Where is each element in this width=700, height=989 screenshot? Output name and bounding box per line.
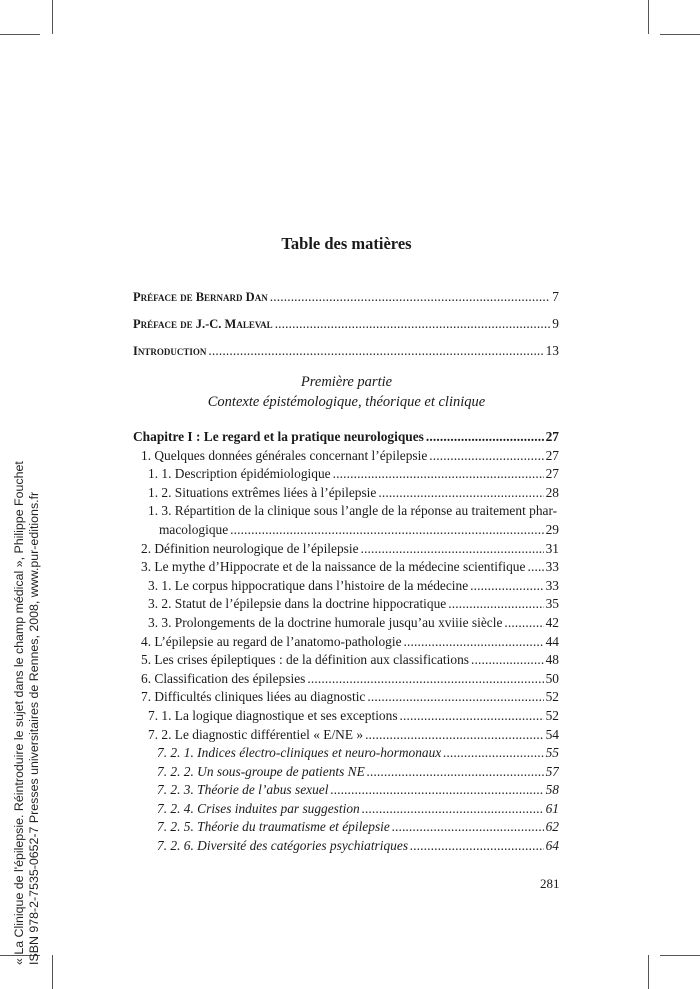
crop-mark bbox=[648, 0, 649, 34]
dot-leader bbox=[367, 763, 544, 782]
entry-page: 9 bbox=[552, 316, 559, 331]
entry-page: 33 bbox=[545, 559, 559, 575]
toc-entry[interactable] bbox=[133, 614, 559, 633]
entry-title: 2. Définition neurologique de l’épilepsie bbox=[141, 540, 359, 556]
entry-page: 28 bbox=[545, 484, 559, 500]
page-number: 281 bbox=[540, 876, 560, 891]
dot-leader bbox=[378, 484, 543, 503]
dot-leader bbox=[504, 614, 543, 633]
dot-leader bbox=[367, 688, 543, 707]
citation-line-2: ISBN 978-2-7535-0652-7 Presses universitaires de Rennes, 2008, www.pur-editions.fr bbox=[27, 491, 41, 965]
toc-entry[interactable] bbox=[133, 577, 559, 596]
dot-leader bbox=[392, 818, 544, 837]
dot-leader bbox=[443, 744, 543, 763]
dot-leader bbox=[275, 310, 551, 337]
entry-page: 33 bbox=[545, 577, 559, 593]
entry-title: 1. 1. Description épidémiologique bbox=[148, 466, 331, 482]
entry-title: Chapitre I : Le regard et la pratique neurologiques bbox=[133, 429, 424, 444]
dot-leader bbox=[429, 447, 543, 466]
dot-leader bbox=[270, 283, 551, 310]
entry-page: 27 bbox=[545, 447, 559, 463]
entry-title: 4. L’épilepsie au regard de l’anatomo-pathologie bbox=[141, 633, 402, 649]
crop-mark bbox=[52, 955, 53, 989]
entry-page: 29 bbox=[545, 521, 559, 537]
toc-entry[interactable] bbox=[133, 837, 559, 856]
dot-leader bbox=[365, 726, 544, 745]
entry-page: 50 bbox=[545, 670, 559, 686]
citation-line-1: « La Clinique de l'épilepsie. Réintroduire le sujet dans le champ médical », Philippe Fouchet bbox=[12, 461, 26, 965]
crop-mark bbox=[0, 34, 40, 35]
entry-title: 3. Le mythe d’Hippocrate et de la naissance de la médecine scientifique bbox=[141, 559, 526, 575]
dot-leader bbox=[400, 707, 544, 726]
toc-entry[interactable] bbox=[133, 558, 559, 577]
front-matter-list bbox=[133, 283, 559, 364]
crop-mark bbox=[52, 0, 53, 34]
entry-page: 42 bbox=[545, 614, 559, 630]
entry-page: 52 bbox=[545, 707, 559, 723]
entry-title: 3. 3. Prolongements de la doctrine humorale jusqu’au xviiie siècle bbox=[148, 614, 503, 630]
toc-entry[interactable] bbox=[133, 818, 559, 837]
side-citation bbox=[12, 445, 42, 965]
toc-entry[interactable] bbox=[133, 707, 559, 726]
entry-title: 1. 2. Situations extrêmes liées à l’épilepsie bbox=[148, 484, 377, 500]
crop-mark bbox=[648, 955, 649, 989]
toc-entry[interactable] bbox=[133, 726, 559, 745]
entry-title: 3. 1. Le corpus hippocratique dans l’histoire de la médecine bbox=[148, 577, 469, 593]
part-name: Première partie bbox=[300, 374, 393, 390]
part-heading bbox=[0, 372, 693, 412]
toc-entry[interactable] bbox=[133, 595, 559, 614]
dot-leader bbox=[404, 633, 544, 652]
dot-leader bbox=[426, 428, 544, 447]
part-subtitle: Contexte épistémologique, théorique et clinique bbox=[207, 394, 486, 410]
dot-leader bbox=[333, 465, 544, 484]
toc-entry[interactable] bbox=[133, 465, 559, 484]
crop-mark bbox=[660, 955, 700, 956]
entry-title: 6. Classification des épilepsies bbox=[141, 670, 306, 686]
entry-title: 7. 2. 3. Théorie de l’abus sexuel bbox=[157, 782, 329, 798]
entry-page: 44 bbox=[545, 633, 559, 649]
toc-entry[interactable] bbox=[133, 688, 559, 707]
crop-mark bbox=[660, 34, 700, 35]
entry-title: macologique bbox=[159, 521, 229, 537]
dot-leader bbox=[362, 800, 544, 819]
toc-entry[interactable] bbox=[133, 540, 559, 559]
entry-title: 5. Les crises épileptiques : de la définition aux classifications bbox=[141, 652, 469, 668]
toc-entry[interactable] bbox=[133, 651, 559, 670]
dot-leader bbox=[230, 521, 543, 540]
dot-leader bbox=[307, 670, 543, 689]
entry-title: 3. 2. Statut de l’épilepsie dans la doctrine hippocratique bbox=[148, 596, 447, 612]
toc-entry[interactable] bbox=[133, 781, 559, 800]
toc-entry[interactable] bbox=[133, 763, 559, 782]
entry-title: Préface de J.-C. Maleval bbox=[133, 317, 273, 331]
toc-front-entry[interactable] bbox=[133, 310, 559, 337]
toc-entry[interactable] bbox=[133, 670, 559, 689]
dot-leader bbox=[361, 540, 544, 559]
entry-page: 31 bbox=[545, 540, 559, 556]
entry-title: 7. 2. 4. Crises induites par suggestion bbox=[157, 800, 360, 816]
entry-page: 54 bbox=[545, 726, 559, 742]
toc-entry[interactable] bbox=[133, 633, 559, 652]
entry-page: 64 bbox=[545, 838, 559, 854]
toc-entries bbox=[133, 428, 559, 856]
entry-title: 7. 2. 6. Diversité des catégories psychiatriques bbox=[157, 838, 409, 854]
entry-page: 52 bbox=[545, 689, 559, 705]
entry-title: 7. Difficultés cliniques liées au diagnostic bbox=[141, 689, 366, 705]
entry-page: 27 bbox=[545, 466, 559, 482]
toc-entry[interactable] bbox=[133, 447, 559, 466]
toc-front-entry[interactable] bbox=[133, 283, 559, 310]
toc-entry-first-line[interactable]: 1. 3. Répartition de la clinique sous l’angle de la réponse au traitement phar- bbox=[148, 503, 558, 519]
entry-page: 55 bbox=[545, 745, 559, 761]
dot-leader bbox=[527, 558, 543, 577]
toc-entry[interactable] bbox=[133, 521, 559, 540]
dot-leader bbox=[208, 337, 543, 364]
entry-page: 13 bbox=[545, 343, 559, 358]
entry-title: Préface de Bernard Dan bbox=[133, 290, 268, 304]
entry-page: 58 bbox=[545, 782, 559, 798]
entry-page: 61 bbox=[545, 800, 559, 816]
dot-leader bbox=[470, 577, 543, 596]
entry-page: 27 bbox=[545, 429, 559, 444]
toc-entry[interactable] bbox=[133, 744, 559, 763]
entry-page: 62 bbox=[545, 819, 559, 835]
entry-title: 7. 2. 2. Un sous-groupe de patients NE bbox=[157, 763, 365, 779]
entry-title: 1. Quelques données générales concernant l’épilepsie bbox=[141, 447, 428, 463]
entry-page: 35 bbox=[545, 596, 559, 612]
entry-title: 7. 2. 5. Théorie du traumatisme et épilepsie bbox=[157, 819, 390, 835]
entry-page: 57 bbox=[545, 763, 559, 779]
dot-leader bbox=[448, 595, 543, 614]
entry-title: Introduction bbox=[133, 344, 207, 358]
toc-entry[interactable] bbox=[133, 800, 559, 819]
dot-leader bbox=[410, 837, 544, 856]
toc-chapter[interactable] bbox=[133, 428, 559, 447]
entry-title: 7. 2. 1. Indices électro-cliniques et neuro-hormonaux bbox=[157, 745, 442, 761]
entry-page: 48 bbox=[545, 652, 559, 668]
page-title: Table des matières bbox=[281, 234, 412, 253]
entry-title: 7. 1. La logique diagnostique et ses exceptions bbox=[148, 707, 398, 723]
entry-page: 7 bbox=[552, 289, 559, 304]
toc-entry[interactable] bbox=[133, 484, 559, 503]
dot-leader bbox=[471, 651, 544, 670]
dot-leader bbox=[330, 781, 543, 800]
toc-front-entry[interactable] bbox=[133, 337, 559, 364]
entry-title: 7. 2. Le diagnostic différentiel « E/NE » bbox=[148, 726, 364, 742]
